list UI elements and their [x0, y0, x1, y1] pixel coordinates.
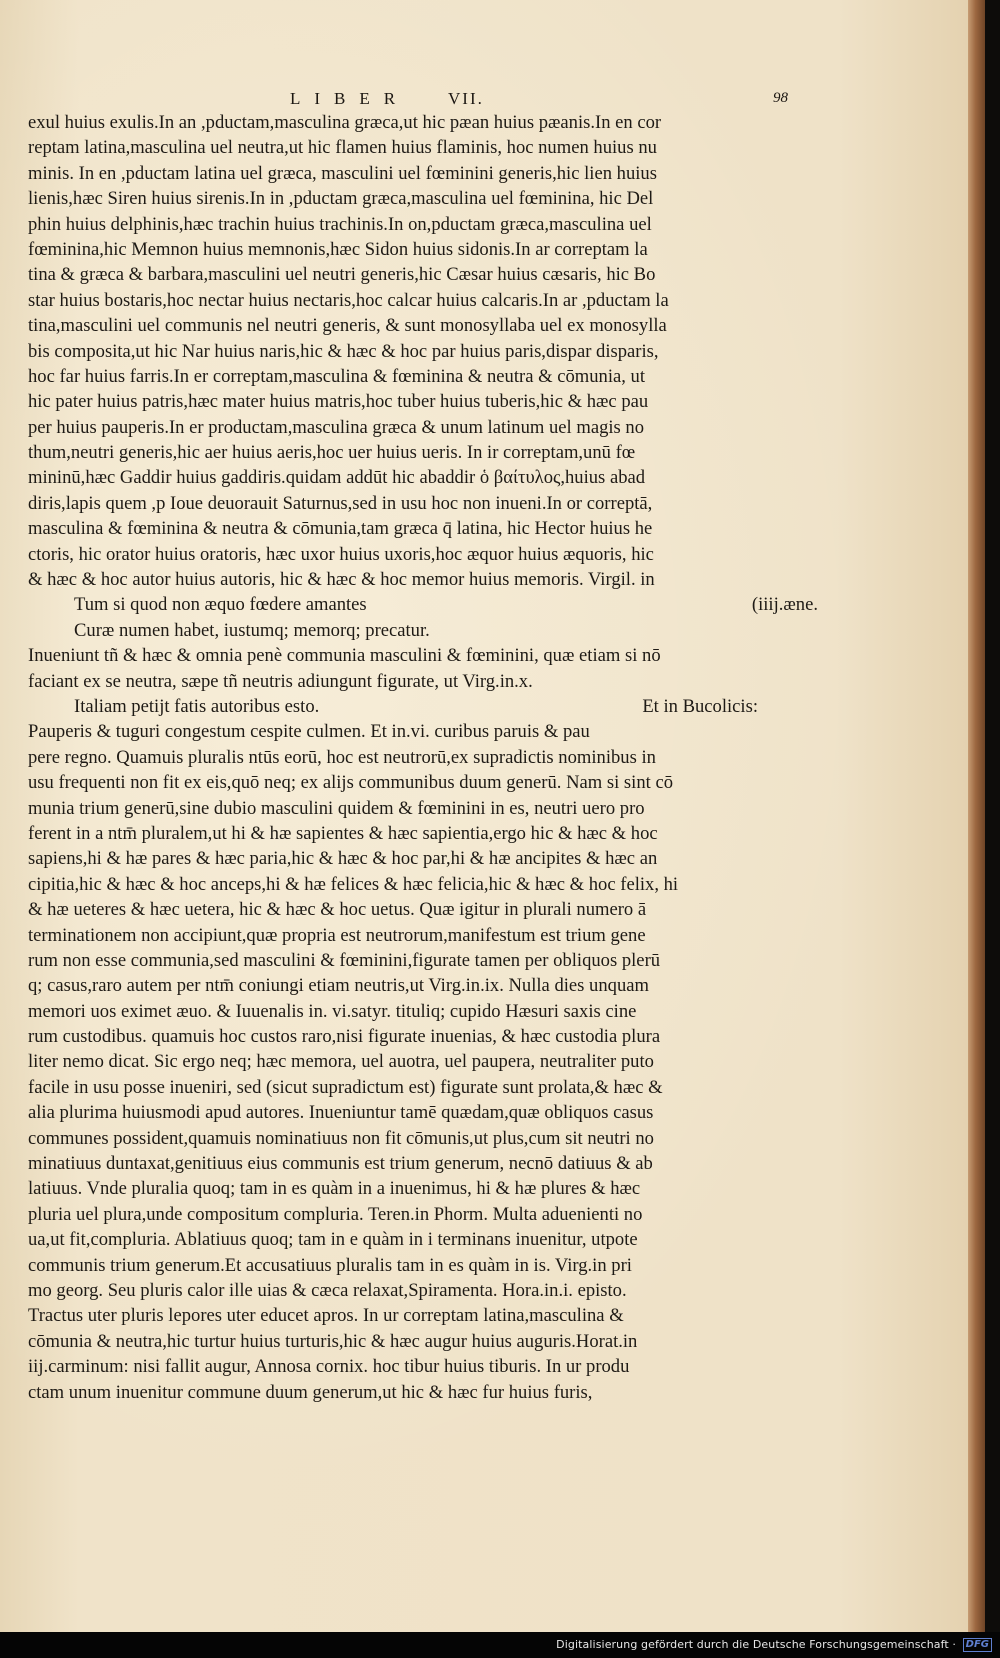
text-line: lienis,hæc Siren huius sirenis.In in ,pductam græca,masculina uel fœminina, hic Del	[28, 188, 654, 210]
text-line: Inueniunt tñ & hæc & omnia penè communia masculini & fœminini, quæ etiam si nō	[28, 645, 661, 667]
text-line: memori uos eximet æuo. & Iuuenalis in. vi.satyr. tituliq; cupido Hæsuri saxis cine	[28, 1000, 637, 1022]
text-line: phin huius delphinis,hæc trachin huius trachinis.In on,pductam græca,masculina uel	[28, 213, 652, 235]
text-line: hic pater huius patris,hæc mater huius matris,hoc tuber huius tuberis,hic & hæc pau	[28, 391, 649, 413]
text-line: ctoris, hic orator huius oratoris, hæc uxor huius uxoris,hoc æquor huius æquoris, hic	[28, 543, 654, 565]
running-head: LIBER	[290, 89, 410, 108]
text-line: alia plurima huiusmodi apud autores. Inueniuntur tamē quædam,quæ obliquos casus	[28, 1102, 654, 1124]
text-line: liter nemo dicat. Sic ergo neq; hæc memora, uel auotra, uel paupera, neutraliter puto	[28, 1051, 654, 1073]
text-line: munia trium generū,sine dubio masculini quidem & fœminini in es, neutri uero pro	[28, 797, 645, 819]
text-line: minis. In en ,pductam latina uel græca, masculini uel fœminini generis,hic lien huius	[28, 162, 657, 184]
text-line: tina,masculini uel communis nel neutri generis, & sunt monosyllaba uel ex monosylla	[28, 315, 667, 337]
text-line: pluria uel plura,unde compositum compluria. Teren.in Phorm. Multa aduenienti no	[28, 1203, 643, 1225]
text-line: bis composita,ut hic Nar huius naris,hic & hæc & hoc par huius paris,dispar disparis,	[28, 340, 659, 362]
text-line: faciant ex se neutra, sæpe tñ neutris adiungunt figurate, ut Virg.in.x.	[28, 670, 533, 692]
text-line: ctam unum inuenitur commune duum generum,ut hic & hæc fur huius furis,	[28, 1381, 593, 1403]
digitization-footer	[0, 1632, 1000, 1658]
text-line: Pauperis & tuguri congestum cespite culmen. Et in.vi. curibus paruis & pau	[28, 721, 590, 743]
page-edge	[968, 0, 985, 1632]
text-line: usu frequenti non fit ex eis,quō neq; ex alijs communibus duum generū. Nam si sint cō	[28, 772, 673, 794]
verse-line-1	[28, 592, 818, 617]
main-text	[28, 110, 818, 1405]
text-line: tina & græca & barbara,masculini uel neutri generis,hic Cæsar huius cæsaris, hic Bo	[28, 264, 656, 286]
text-line: iij.carminum: nisi fallit augur, Annosa cornix. hoc tibur huius tiburis. In ur produ	[28, 1356, 630, 1378]
text-line: rum custodibus. quamuis hoc custos raro,nisi figurate inuenias, & hæc custodia plura	[28, 1026, 661, 1048]
verse-reference: (iiij.æne.	[751, 594, 818, 616]
text-line: facile in usu posse inueniri, sed (sicut supradictum est) figurate sunt prolata,& hæc &	[28, 1076, 663, 1098]
text-line: star huius bostaris,hoc nectar huius nectaris,hoc calcar huius calcaris.In ar ,pductam la	[28, 289, 669, 311]
verse-line-2: Curæ numen habet, iustumq; memorq; precatur.	[74, 619, 430, 641]
paragraph-3	[28, 719, 818, 1405]
text-line: mininū,hæc Gaddir huius gaddiris.quidam addūt hic abaddir ὁ βαίτυλος,huius abad	[28, 467, 646, 489]
text-line: fœminina,hic Memnon huius memnonis,hæc Sidon huius sidonis.In ar correptam la	[28, 238, 648, 260]
text-line: terminationem non accipiunt,quæ propria est neutrorum,manifestum est trium gene	[28, 924, 646, 946]
text-line: ferent in a ntm̄ pluralem,ut hi & hæ sapientes & hæc sapientia,ergo hic & hæc & hoc	[28, 822, 658, 844]
text-line: & hæc & hoc autor huius autoris, hic & hæc & hoc memor huius memoris. Virgil. in	[28, 569, 655, 591]
text-line: exul huius exulis.In an ,pductam,masculina græca,ut hic pæan huius pæanis.In en cor	[28, 112, 662, 133]
dfg-logo-icon: DFG	[963, 1638, 992, 1652]
text-line: communes possident,quamuis nominatiuus non fit cōmunis,ut plus,cum sit neutri no	[28, 1127, 654, 1149]
text-line: q; casus,raro autem per ntm̄ coniungi etiam neutris,ut Virg.in.ix. Nulla dies unquam	[28, 975, 649, 997]
verse-text: Italiam petijt fatis autoribus esto.	[74, 695, 320, 717]
text-line: cipitia,hic & hæc & hoc anceps,hi & hæ felices & hæc felicia,hic & hæc & hoc felix, hi	[28, 873, 679, 895]
text-line: & hæ ueteres & hæc uetera, hic & hæc & hoc uetus. Quæ igitur in plurali numero ā	[28, 899, 647, 921]
text-line: pere regno. Quamuis pluralis ntūs eorū, hoc est neutrorū,ex supradictis nominibus in	[28, 746, 656, 768]
verse-line-3	[28, 694, 818, 719]
text-line: ua,ut fit,compluria. Ablatiuus quoq; tam in e quàm in i terminans inuenitur, utpote	[28, 1229, 638, 1251]
text-line: cōmunia & neutra,hic turtur huius turturis,hic & hæc augur huius auguris.Horat.in	[28, 1330, 638, 1352]
text-line: mo georg. Seu pluris calor ille uias & cæca relaxat,Spiramenta. Hora.in.i. episto.	[28, 1279, 627, 1301]
text-line: sapiens,hi & hæ pares & hæc paria,hic & hæc & hoc par,hi & hæ ancipites & hæc an	[28, 848, 658, 870]
text-line: rum non esse communia,sed masculini & fœminini,figurate tamen per obliquos plerū	[28, 949, 661, 971]
text-line: minatiuus duntaxat,genitiuus eius communis est trium generum, necnō datiuus & ab	[28, 1153, 653, 1175]
text-line: per huius pauperis.In er productam,masculina græca & unum latinum uel magis no	[28, 416, 645, 438]
text-line: masculina & fœminina & neutra & cōmunia,tam græca q̄ latina, hic Hector huius he	[28, 518, 653, 540]
book-number: VII.	[448, 89, 484, 108]
text-line: thum,neutri generis,hic aer huius aeris,hoc uer huius ueris. In ir correptam,unū fœ	[28, 442, 636, 464]
footer-credit: Digitalisierung gefördert durch die Deutsche Forschungsgemeinschaft ·	[556, 1638, 956, 1651]
verse-text: Tum si quod non æquo fœdere amantes	[74, 594, 367, 616]
folio-number: 98	[773, 90, 788, 106]
text-line: diris,lapis quem ,p Ioue deuorauit Saturnus,sed in usu hoc non inueni.In or correptā,	[28, 492, 653, 514]
verse-reference: Et in Bucolicis:	[642, 695, 758, 717]
text-line: latiuus. Vnde pluralia quoq; tam in es quàm in a inuenimus, hi & hæ plures & hæc	[28, 1178, 641, 1200]
text-line: hoc far huius farris.In er correptam,masculina & fœminina & neutra & cōmunia, ut	[28, 365, 646, 387]
paragraph-2	[28, 643, 818, 694]
text-line: communis trium generum.Et accusatiuus pluralis tam in es quàm in is. Virg.in pri	[28, 1254, 632, 1276]
text-line: reptam latina,masculina uel neutra,ut hic flamen huius flaminis, hoc numen huius nu	[28, 137, 657, 159]
paragraph-1	[28, 110, 818, 592]
text-line: Tractus uter pluris lepores uter educet apros. In ur correptam latina,masculina &	[28, 1305, 624, 1327]
